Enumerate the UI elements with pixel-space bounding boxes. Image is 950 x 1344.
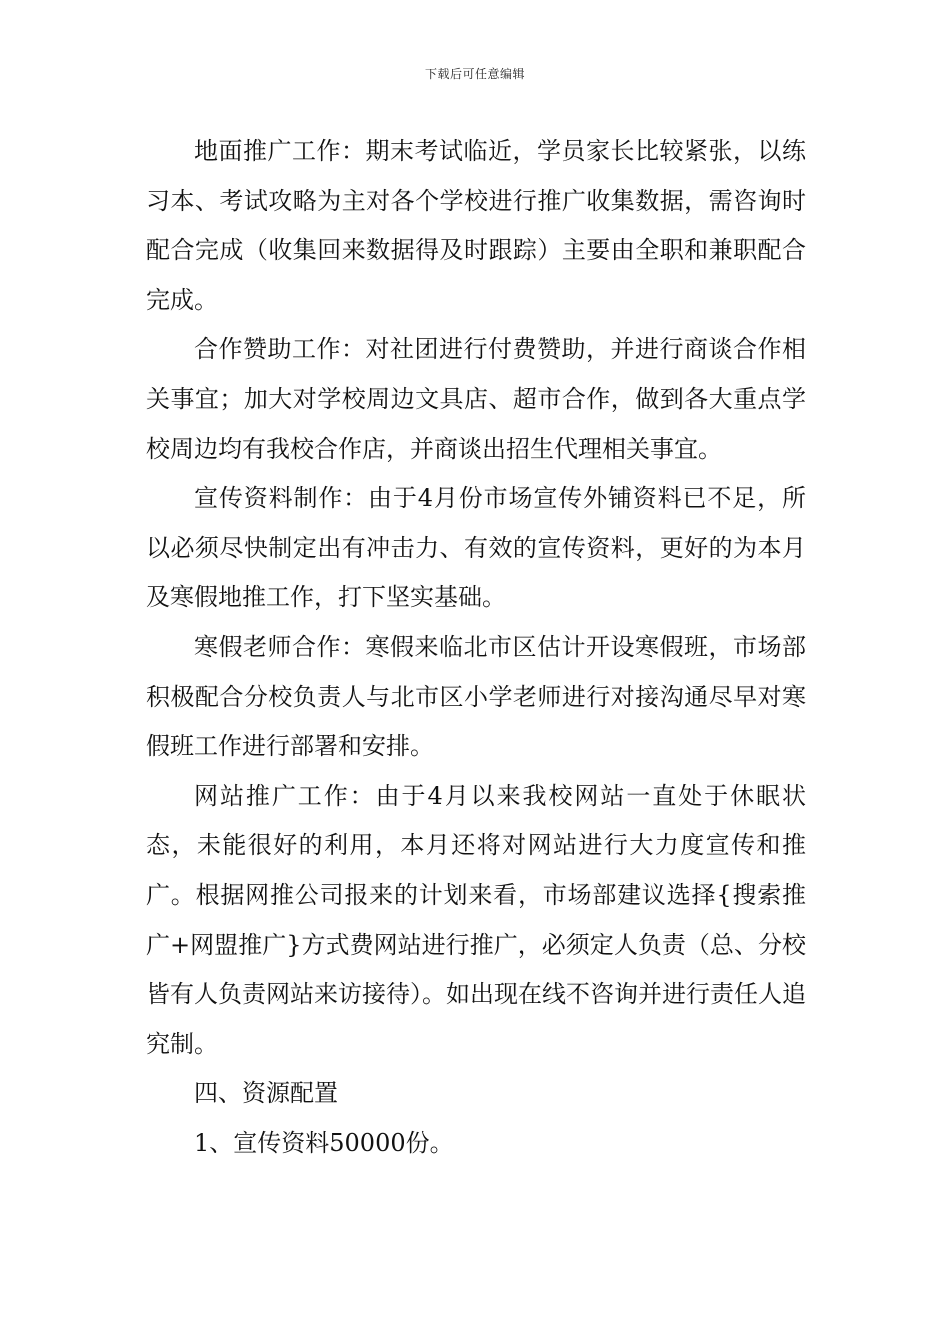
document-body <box>146 127 806 1168</box>
section-heading-resources: 四、资源配置 <box>194 1079 338 1108</box>
paragraph-sponsorship: 合作赞助工作：对社团进行付费赞助，并进行商谈合作相关事宜；加大对学校周边文具店、超市合作，做到各大重点学校周边均有我校合作店，并商谈出招生代理相关事宜。 <box>146 335 806 463</box>
paragraph-promo-materials: 宣传资料制作：由于4月份市场宣传外铺资料已不足，所以必须尽快制定出有冲击力、有效的宣传资料，更好的为本月及寒假地推工作，打下坚实基础。 <box>146 484 806 612</box>
list-item-materials: 1、宣传资料50000份。 <box>194 1128 454 1157</box>
paragraph-winter-teachers: 寒假老师合作：寒假来临北市区估计开设寒假班，市场部积极配合分校负责人与北市区小学老师进行对接沟通尽早对寒假班工作进行部署和安排。 <box>146 632 806 761</box>
page-header-note: 下载后可任意编辑 <box>424 67 525 81</box>
paragraph-ground-promotion: 地面推广工作：期末考试临近，学员家长比较紧张，以练习本、考试攻略为主对各个学校进行推广收集数据，需咨询时配合完成（收集回来数据得及时跟踪）主要由全职和兼职配合完成。 <box>146 137 806 314</box>
paragraph-website-promotion: 网站推广工作：由于4月以来我校网站一直处于休眠状态，未能很好的利用，本月还将对网站进行大力度宣传和推广。根据网推公司报来的计划来看，市场部建议选择{搜索推广+网盟推广}方式费网站进行推广，必须定人负责（总、分校皆有人负责网站来访接待）。如出现在线不咨询并进行责任人追究制。 <box>146 781 806 1058</box>
